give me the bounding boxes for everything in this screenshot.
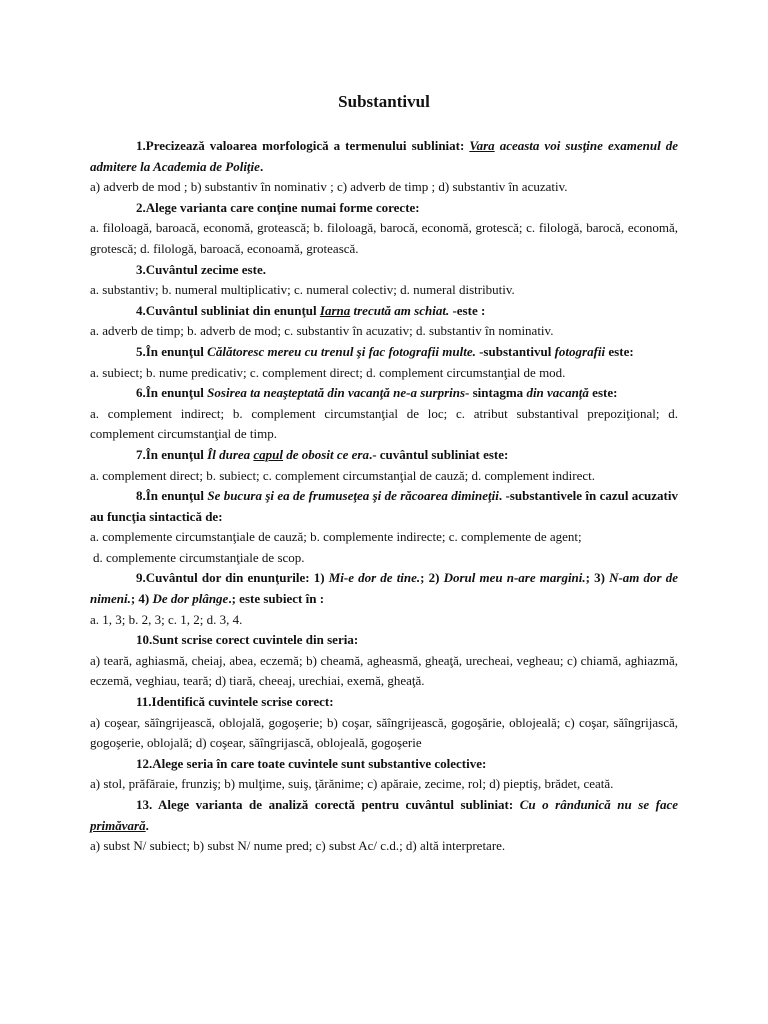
text-segment: este: <box>605 343 634 359</box>
answer-options-13: a) subst N/ subiect; b) subst N/ nume pred; c) subst Ac/ c.d.; d) altă interpretare. <box>90 838 506 854</box>
text-segment: -substantivul <box>475 343 555 359</box>
text-segment: 12.Alege seria în care toate cuvintele sunt substantive colective: <box>136 755 487 771</box>
italic-phrase: N-am dor de nimeni. <box>90 570 678 607</box>
question-7 <box>90 445 678 466</box>
text-segment: 4.Cuvântul subliniat din enunţul <box>136 302 320 318</box>
question-13 <box>90 795 678 836</box>
answer-options-10: a) teară, aghiasmă, cheiaj, abea, eczemă; b) cheamă, agheasmă, gheaţă, urecheai, vegheau; c) chiamă, aghiazmă, eczemă, veghiau, teară; d) tiară, cheeaj, urechiai, exemă, gheaţă. <box>90 652 678 689</box>
question-3 <box>90 260 678 281</box>
italic-phrase: de obosit ce era <box>283 446 369 462</box>
text-segment: ; 4) <box>130 591 153 607</box>
question-2 <box>90 198 678 219</box>
answer-options-12: a) stol, prăfăraie, frunziş; b) mulţime, suiş, ţărănime; c) apăraie, zecime, rol; d) pieptiş, brădet, ceată. <box>90 776 614 792</box>
italic-phrase: Dorul meu n-are margini. <box>443 570 586 586</box>
italic-phrase: fotografii <box>554 343 606 359</box>
question-10 <box>90 630 678 651</box>
answer-options-8: a. complemente circumstanţiale de cauză; b. complemente indirecte; c. complemente de agent; <box>90 529 582 545</box>
question-9 <box>90 568 678 609</box>
text-segment: .- cuvântul subliniat este: <box>368 446 509 462</box>
text-segment: ; 3) <box>585 570 610 586</box>
italic-phrase: Sosirea ta neaşteptată din vacanţă ne-a surprins <box>207 385 466 401</box>
text-segment: 6.În enunţul <box>136 385 208 401</box>
text-segment: 1.Precizează valoarea morfologică a termenului subliniat: <box>136 138 470 153</box>
italic-phrase: aceasta voi susţine examenul de admitere la Academia de Poliţie <box>90 138 678 174</box>
question-1 <box>90 136 678 177</box>
italic-phrase: Se bucura şi ea de frumuseţea şi de răcoarea dimineţii <box>207 488 499 504</box>
answer-options-6: a. complement indirect; b. complement circumstanţial de loc; c. atribut substantival prepoziţional; d. complement circumstanţial de timp. <box>90 405 678 442</box>
italic-phrase: Cu o rândunică nu se face <box>519 797 678 812</box>
text-segment: - sintagma <box>465 385 527 401</box>
text-segment: . <box>145 817 149 833</box>
italic-phrase: Îl durea <box>207 446 254 462</box>
answer-options-2: a. filoloagă, baroacă, economă, groteascǎ; b. filoloagǎ, barocǎ, economǎ, grotescǎ; c. filologǎ, barocǎ, economǎ, grotescǎ; d. filologǎ, baroacǎ, econoamǎ, groteascǎ. <box>90 220 678 256</box>
question-8 <box>90 486 678 527</box>
question-6 <box>90 383 678 404</box>
text-segment: 11.Identifică cuvintele scrise corect: <box>136 694 334 710</box>
italic-phrase: Călătoresc mereu cu trenul şi fac fotografii multe. <box>207 343 476 359</box>
italic-term <box>469 138 494 153</box>
answer-options-8: d. complemente circumstanţiale de scop. <box>93 549 305 565</box>
answer-options-1: a) adverb de mod ; b) substantiv în nominativ ; c) adverb de timp ; d) substantiv în acuzativ. <box>90 179 568 195</box>
underlined-term: Iarna <box>319 302 351 318</box>
text-segment: .; este subiect în : <box>228 591 325 607</box>
underlined-term: Vara <box>469 138 495 153</box>
underlined-term: primăvară <box>90 817 146 833</box>
page-title: Substantivul <box>338 92 430 111</box>
italic-term <box>253 447 283 462</box>
italic-phrase: Mi-e dor de tine. <box>328 570 421 586</box>
text-segment: 10.Sunt scrise corect cuvintele din seria: <box>136 632 359 648</box>
text-segment: 7.În enunţul <box>136 446 208 462</box>
italic-phrase: trecută am schiat. <box>350 302 450 318</box>
question-5 <box>90 342 678 363</box>
italic-term <box>90 818 146 833</box>
text-segment: . -substantivele în cazul acuzativ au funcţia sintactică de: <box>90 488 679 524</box>
text-segment: ; 2) <box>420 570 444 586</box>
text-segment: -este : <box>449 302 486 318</box>
italic-phrase: De dor plânge <box>152 591 229 607</box>
text-segment: 3.Cuvântul zecime este. <box>136 261 266 277</box>
underlined-term: capul <box>253 446 284 462</box>
italic-phrase: din vacanţă <box>526 385 589 401</box>
answer-options-9: a. 1, 3; b. 2, 3; c. 1, 2; d. 3, 4. <box>90 611 243 627</box>
text-segment: 8.În enunţul <box>136 488 208 504</box>
answer-options-5: a. subiect; b. nume predicativ; c. complement direct; d. complement circumstanţial de mod. <box>90 364 566 380</box>
text-segment: 2.Alege varianta care conţine numai forme corecte: <box>136 199 420 215</box>
question-12 <box>90 754 678 775</box>
answer-options-11: a) coşear, săîngrijească, oblojală, gogoşerie; b) coşar, săîngrijească, gogoşărie, oblojeală; c) coşar, săîngrijască, gogoşerie, oblojală; d) coşear, săîngrijască, oblojeală, gogoşerie <box>90 714 678 751</box>
italic-term <box>320 303 350 318</box>
answer-options-3: a. substantiv; b. numeral multiplicativ; c. numeral colectiv; d. numeral distributiv. <box>90 282 515 298</box>
answer-options-7: a. complement direct; b. subiect; c. complement circumstanţial de cauză; d. complement indirect. <box>90 467 596 483</box>
text-segment: este: <box>588 385 618 401</box>
text-segment: 13. Alege varianta de analiză corectă pentru cuvântul subliniat: <box>136 797 520 812</box>
text-segment: 9.Cuvântul dor din enunţurile: 1) <box>136 570 329 586</box>
answer-options-4: a. adverb de timp; b. adverb de mod; c. substantiv în acuzativ; d. substantiv în nominativ. <box>90 323 554 339</box>
text-segment: . <box>259 158 264 174</box>
question-11 <box>90 692 678 713</box>
question-list <box>90 136 678 857</box>
text-segment: 5.În enunţul <box>136 343 208 359</box>
question-4 <box>90 301 678 322</box>
